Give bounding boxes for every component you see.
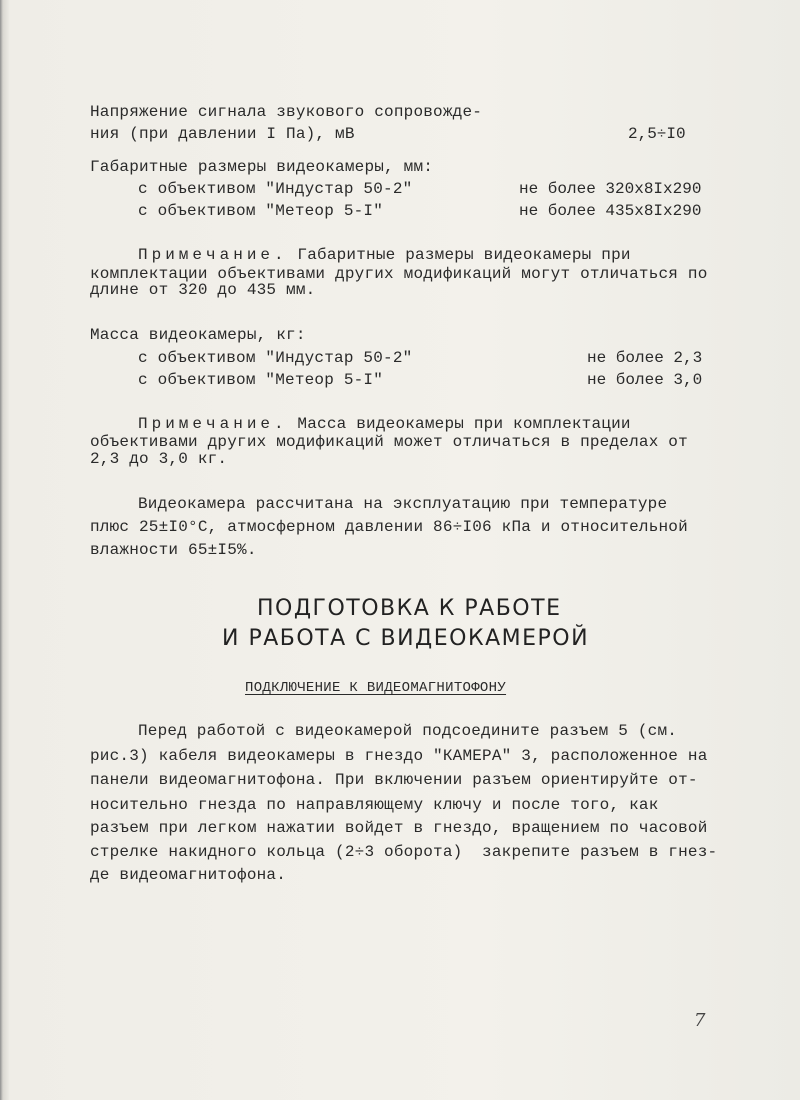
note2-line3: 2,3 до 3,0 кг. (90, 450, 228, 468)
dimensions-row-label: с объективом "Метеор 5-I" (138, 202, 384, 220)
signal-voltage-line1: Напряжение сигнала звукового сопровожде- (90, 103, 483, 121)
connection-line: де видеомагнитофона. (90, 866, 287, 884)
dimensions-row-value: не более 320x8Ix290 (519, 180, 702, 198)
note-text: Масса видеокамеры при комплектации (287, 415, 631, 433)
conditions-line3: влажности 65±I5%. (90, 541, 257, 559)
mass-row-label: с объективом "Метеор 5-I" (138, 371, 384, 389)
dimensions-row-value: не более 435x8Ix290 (519, 202, 702, 220)
mass-row-label: с объективом "Индустар 50-2" (138, 349, 413, 367)
signal-voltage-line2: ния (при давлении I Па), мВ (90, 125, 355, 143)
conditions-line2: плюс 25±I0°С, атмосферном давлении 86÷I06 кПа и относительной (90, 518, 688, 536)
dimensions-row-label: с объективом "Индустар 50-2" (138, 180, 413, 198)
note1-line3: длине от 320 до 435 мм. (90, 281, 316, 299)
connection-line: разъем при легком нажатии войдет в гнездо, вращением по часовой (90, 819, 708, 837)
page-number: 7 (694, 1010, 706, 1031)
mass-row-value: не более 2,3 (587, 349, 703, 367)
connection-line: носительно гнезда по направляющему ключу и после того, как (90, 796, 659, 814)
connection-line: стрелке накидного кольца (2÷3 оборота) закрепите разъем в гнез- (90, 843, 718, 861)
signal-voltage-value: 2,5÷I0 (628, 125, 686, 143)
note1-line2: комплектации объективами других модификаций могут отличаться по (90, 265, 708, 283)
note-label: Примечание. (138, 415, 288, 433)
mass-row-value: не более 3,0 (587, 371, 703, 389)
connection-line: панели видеомагнитофона. При включении разъем ориентируйте от- (90, 771, 698, 789)
note2-line2: объективами других модификаций может отличаться в пределах от (90, 433, 688, 451)
connection-line: Перед работой с видеокамерой подсоедините разъем 5 (см. (138, 722, 678, 740)
note-text: Габаритные размеры видеокамеры при (287, 246, 631, 264)
note2-line1 (138, 414, 631, 434)
section-title-line1: ПОДГОТОВКА К РАБОТЕ (257, 596, 562, 621)
conditions-line1: Видеокамера рассчитана на эксплуатацию при температуре (138, 495, 668, 513)
note-label: Примечание. (138, 246, 288, 264)
note1-line1 (138, 245, 631, 265)
connection-line: рис.3) кабеля видеокамеры в гнездо "КАМЕРА" 3, расположенное на (90, 747, 708, 765)
section-subtitle: ПОДКЛЮЧЕНИЕ К ВИДЕОМАГНИТОФОНУ (245, 680, 507, 696)
dimensions-heading: Габаритные размеры видеокамеры, мм: (90, 158, 434, 176)
section-title-line2: И РАБОТА С ВИДЕОКАМЕРОЙ (222, 626, 590, 651)
mass-heading: Масса видеокамеры, кг: (90, 326, 306, 344)
